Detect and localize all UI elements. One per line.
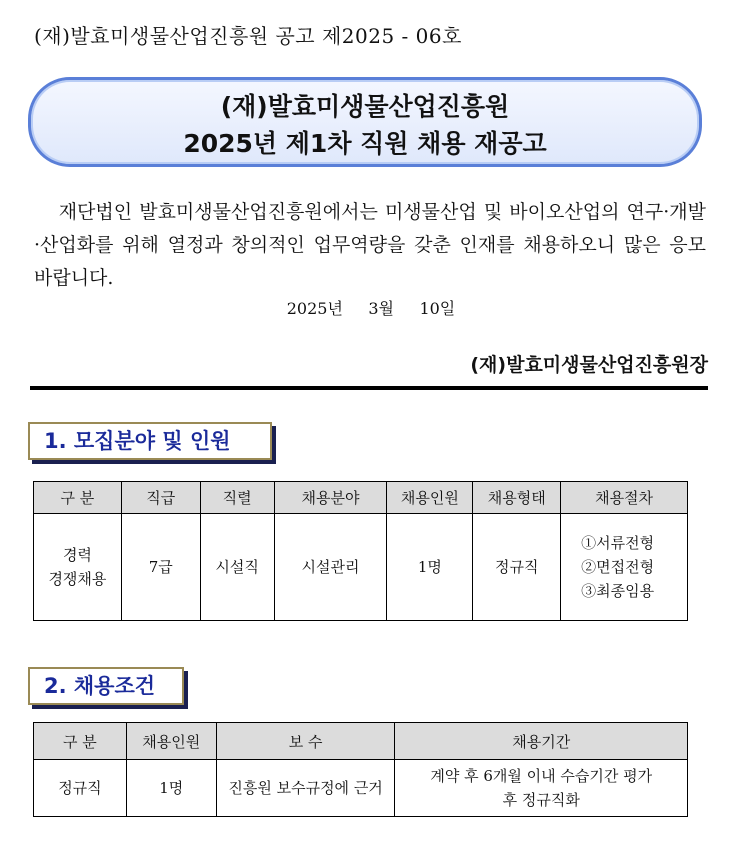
cell-grade: 7급 <box>121 514 200 621</box>
date-day: 10일 <box>419 299 456 318</box>
header-procedure: 채용절차 <box>561 482 688 514</box>
title-line-2: 2025년 제1차 직원 채용 재공고 <box>183 129 547 158</box>
step-3: ③최종임용 <box>581 582 655 600</box>
section-1-heading: 1. 모집분야 및 인원 <box>28 422 272 460</box>
cell-field: 시설관리 <box>274 514 387 621</box>
cell-category: 정규직 <box>34 760 127 817</box>
cell-pay: 진흥원 보수규정에 근거 <box>216 760 395 817</box>
period-line-1: 계약 후 6개월 이내 수습기간 평가 <box>430 767 653 785</box>
cell-series: 시설직 <box>200 514 274 621</box>
header-count: 채용인원 <box>126 723 216 760</box>
header-series: 직렬 <box>200 482 274 514</box>
header-category: 구 분 <box>34 482 122 514</box>
title-line-1: (재)발효미생물산업진흥원 <box>220 92 510 121</box>
section-2-heading: 2. 채용조건 <box>28 667 184 705</box>
conditions-table <box>33 722 688 817</box>
date-year: 2025년 <box>286 299 343 318</box>
cell-category <box>34 514 122 621</box>
table-header-row <box>34 482 688 514</box>
announcement-date <box>0 296 742 319</box>
header-category: 구 분 <box>34 723 127 760</box>
cell-count: 1명 <box>126 760 216 817</box>
table-row <box>34 514 688 621</box>
cell-count: 1명 <box>387 514 473 621</box>
recruitment-table <box>33 481 688 621</box>
cell-period <box>395 760 688 817</box>
period-line-2: 후 정규직화 <box>502 791 580 809</box>
date-month: 3월 <box>368 299 394 318</box>
cell-type: 정규직 <box>473 514 561 621</box>
category-line-1: 경력 <box>62 546 92 564</box>
table-header-row <box>34 723 688 760</box>
table-row <box>34 760 688 817</box>
header-field: 채용분야 <box>274 482 387 514</box>
header-count: 채용인원 <box>387 482 473 514</box>
signer: (재)발효미생물산업진흥원장 <box>470 354 708 376</box>
notice-number: (재)발효미생물산업진흥원 공고 제2025 - 06호 <box>34 24 462 48</box>
category-line-2: 경쟁채용 <box>48 570 107 588</box>
header-type: 채용형태 <box>473 482 561 514</box>
cell-procedure <box>561 514 688 621</box>
step-1: ①서류전형 <box>581 534 655 552</box>
header-pay: 보 수 <box>216 723 395 760</box>
header-period: 채용기간 <box>395 723 688 760</box>
divider-rule <box>30 386 708 390</box>
intro-paragraph: 재단법인 발효미생물산업진흥원에서는 미생물산업 및 바이오산업의 연구·개발·산업화를 위해 열정과 창의적인 업무역량을 갖춘 인재를 채용하오니 많은 응모 바랍니다. <box>34 201 706 289</box>
title-banner <box>28 77 702 167</box>
step-2: ②면접전형 <box>581 558 655 576</box>
header-grade: 직급 <box>121 482 200 514</box>
